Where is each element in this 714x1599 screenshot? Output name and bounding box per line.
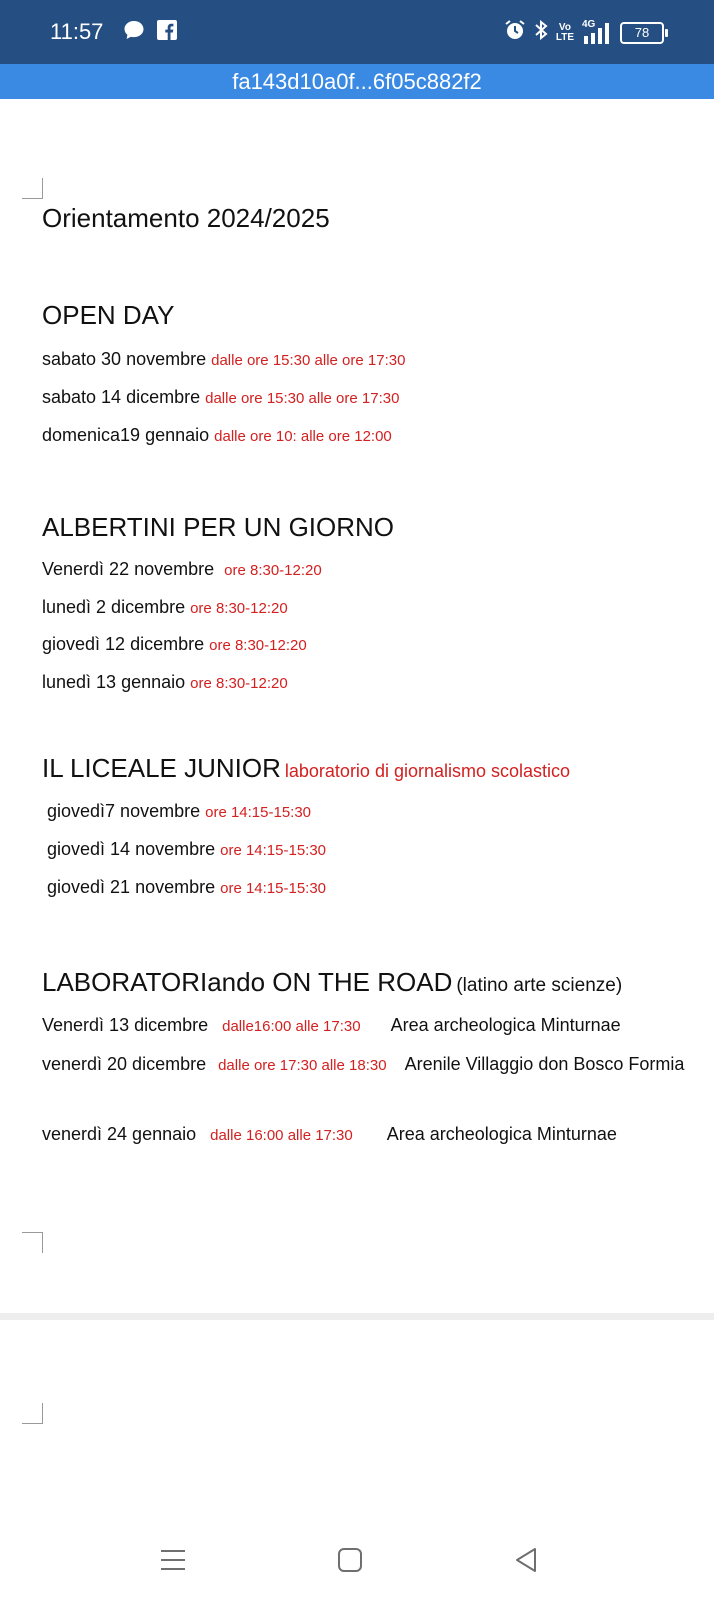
list-item — [47, 839, 326, 860]
section-subtitle: laboratorio di giornalismo scolastico — [284, 761, 571, 781]
event-time: ore 8:30-12:20 — [190, 675, 288, 692]
list-item — [42, 349, 405, 370]
page-divider — [0, 1313, 714, 1320]
bluetooth-icon — [534, 19, 548, 46]
back-triangle-icon[interactable] — [506, 1540, 546, 1580]
event-day: giovedì7 novembre — [47, 801, 201, 821]
event-day: lunedì 2 dicembre — [42, 597, 186, 617]
network-type: 4G — [582, 18, 596, 30]
chat-bubble-icon — [123, 20, 145, 45]
event-time: ore 8:30-12:20 — [224, 562, 322, 579]
event-place: Area archeologica Minturnae — [390, 1015, 621, 1035]
section-title-text: LABORATORIando ON THE ROAD — [42, 967, 453, 997]
status-time: 11:57 — [50, 19, 104, 44]
list-item — [42, 672, 288, 693]
alarm-clock-icon — [504, 19, 526, 46]
volte-icon — [556, 23, 574, 43]
section-liceale-title — [42, 753, 570, 784]
system-nav-bar — [0, 1530, 714, 1599]
signal-strength-icon — [582, 18, 612, 44]
event-day: domenica19 gennaio — [42, 425, 210, 445]
volte-bottom: LTE — [555, 31, 574, 43]
battery-icon: 78 — [620, 22, 664, 44]
section-open-day-title — [42, 300, 174, 331]
event-day: giovedì 12 dicembre — [42, 634, 205, 654]
event-time: ore 14:15-15:30 — [205, 804, 312, 821]
event-day: venerdì 20 dicembre — [42, 1054, 207, 1074]
menu-icon[interactable] — [153, 1540, 193, 1580]
event-day: giovedì 14 novembre — [47, 839, 216, 859]
event-day: giovedì 21 novembre — [47, 877, 216, 897]
event-time: dalle ore 15:30 alle ore 17:30 — [211, 352, 406, 369]
event-time: dalle ore 10: alle ore 12:00 — [214, 428, 392, 445]
event-day: sabato 14 dicembre — [42, 387, 201, 407]
event-place: Arenile Villaggio don Bosco Formia — [404, 1054, 685, 1074]
page-corner-mark — [22, 178, 43, 199]
document-title-bar[interactable]: fa143d10a0f...6f05c882f2 — [0, 64, 714, 99]
section-title-text: OPEN DAY — [42, 300, 175, 330]
event-time: dalle ore 17:30 alle 18:30 — [218, 1057, 387, 1074]
event-day: Venerdì 22 novembre — [42, 559, 215, 579]
event-day: venerdì 24 gennaio — [42, 1124, 197, 1144]
list-item — [42, 597, 288, 618]
event-time: dalle16:00 alle 17:30 — [222, 1018, 361, 1035]
event-place: Area archeologica Minturnae — [386, 1124, 617, 1144]
list-item — [42, 425, 392, 446]
page-corner-mark — [22, 1403, 43, 1424]
event-day: Venerdì 13 dicembre — [42, 1015, 209, 1035]
list-item — [42, 1015, 621, 1036]
list-item — [42, 387, 399, 408]
status-bar — [0, 0, 714, 64]
event-time: ore 8:30-12:20 — [209, 637, 307, 654]
home-square-icon[interactable] — [330, 1540, 370, 1580]
facebook-icon — [157, 20, 177, 45]
list-item — [47, 801, 311, 822]
list-item — [42, 559, 322, 580]
section-laboratoriando-title — [42, 967, 622, 998]
list-item — [42, 1124, 617, 1145]
event-time: dalle ore 15:30 alle ore 17:30 — [205, 390, 400, 407]
event-time: ore 8:30-12:20 — [190, 600, 288, 617]
page-corner-mark — [22, 1232, 43, 1253]
section-subtitle: (latino arte scienze) — [456, 975, 623, 996]
page-title: Orientamento 2024/2025 — [42, 203, 330, 233]
event-day: sabato 30 novembre — [42, 349, 207, 369]
list-item — [47, 877, 326, 898]
section-albertini-title — [42, 512, 394, 543]
volte-top: Vo — [558, 21, 571, 33]
section-title-text: ALBERTINI PER UN GIORNO — [42, 512, 395, 542]
event-day: lunedì 13 gennaio — [42, 672, 186, 692]
event-time: dalle 16:00 alle 17:30 — [210, 1127, 353, 1144]
event-time: ore 14:15-15:30 — [220, 880, 327, 897]
list-item — [42, 1050, 702, 1080]
event-time: ore 14:15-15:30 — [220, 842, 327, 859]
list-item — [42, 634, 307, 655]
section-title-text: IL LICEALE JUNIOR — [42, 753, 281, 783]
